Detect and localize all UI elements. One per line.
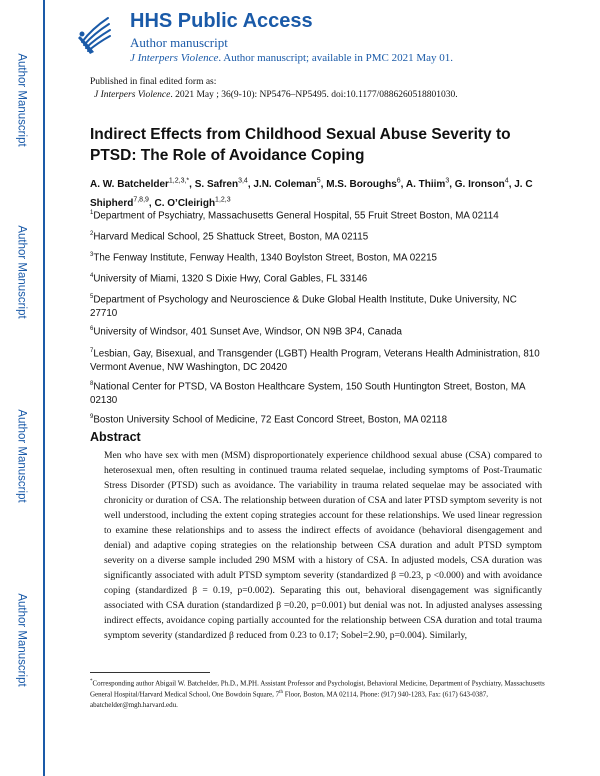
publication-info bbox=[90, 76, 458, 102]
author: J. C Shipherd$^{7,8,9}$, bbox=[90, 179, 533, 209]
rail-label: Author Manuscript bbox=[16, 409, 29, 503]
published-label: Published in final edited form as: bbox=[90, 77, 217, 87]
hhs-title: HHS Public Access bbox=[130, 10, 313, 32]
citation-details[interactable]: . 2021 May ; 36(9-10): NP5476–NP5495. doi:10.1177/0886260518801030. bbox=[170, 90, 458, 100]
abstract-text: Men who have sex with men (MSM) disproportionately experience childhood sexual abuse (CSA) compared to heterosexual men, often resulting in continued trauma related sequelae, including symptoms of Post-Traumatic Stress Disorder (PTSD) such as avoidance. The variability in trauma related sequelae may be associated with chronicity or duration of CSA. The relationship between duration of CSA and later PTSD symptom severity is not well understood, including the extent coping strategies account for these relationships. We used linear regression to examine these relationships and to assess the indirect effects of avoidance (behavioral disengagement and denial) and adaptive coping strategies on the relationship between CSA duration and adult PTSD symptom severity on a diverse sample included 290 MSM with a history of CSA. In adjusted models, CSA duration was significantly associated with adult PTSD symptom severity (standardized β =0.23, p <0.000) and with avoidance coping (standardized β = 0.19, p=0.002). Separating this out, behavioral disengagement was significantly associated with CSA duration (standardized β =0.20, p=0.001) but denial was not. In adjusted analyses assessing indirect effects, avoidance coping partially accounted for the relationship between CSA duration and total trauma symptom severity (standardized β reduced from 0.23 to 0.17; Sobel=2.90, p=0.004). Similarly, bbox=[104, 450, 542, 641]
hhs-header bbox=[60, 10, 580, 68]
rail-label: Author Manuscript bbox=[16, 53, 29, 147]
citation bbox=[90, 89, 458, 102]
manuscript-label: Author manuscript bbox=[130, 35, 228, 50]
author: A. Thiim$^3$, bbox=[405, 178, 455, 191]
availability-text: . Author manuscript; available in PMC 2021 May 01. bbox=[218, 52, 454, 64]
affiliation: $^5$Department of Psychology and Neuroscience & Duke Global Health Institute, Duke University, NC 27710 bbox=[90, 294, 517, 320]
abstract-heading: Abstract bbox=[90, 430, 141, 444]
affiliation: $^6$University of Windsor, 401 Sunset Ave, Windsor, ON N9B 3P4, Canada bbox=[90, 326, 402, 338]
rail-divider bbox=[43, 0, 45, 776]
affiliation: $^3$The Fenway Institute, Fenway Health, 1340 Boylston Street, Boston, MA 02215 bbox=[90, 252, 437, 264]
citation-journal: J Interpers Violence bbox=[94, 90, 171, 100]
affiliation: $^7$Lesbian, Gay, Bisexual, and Transgender (LGBT) Health Program, Veterans Health Administration, 810 Vermont Avenue, NW Washington, DC 20420 bbox=[90, 348, 540, 374]
affiliation: $^8$National Center for PTSD, VA Boston Healthcare System, 150 South Huntington Street, Boston, MA 02130 bbox=[90, 381, 525, 407]
journal-availability bbox=[130, 52, 453, 64]
footnote-divider bbox=[90, 672, 210, 673]
affiliation: $^1$Department of Psychiatry, Massachusetts General Hospital, 55 Fruit Street Boston, MA 02114 bbox=[90, 210, 499, 222]
rail-label: Author Manuscript bbox=[16, 593, 29, 687]
journal-name[interactable]: J Interpers Violence bbox=[130, 52, 219, 64]
author: J.N. Coleman$^5$, bbox=[253, 178, 327, 191]
affiliation: $^9$Boston University School of Medicine, 72 East Concord Street, Boston, MA 02118 bbox=[90, 414, 448, 426]
author: C. O’Cleirigh$^{1,2,3}$ bbox=[154, 196, 231, 209]
rail-label: Author Manuscript bbox=[16, 225, 29, 319]
corresponding-author-footnote: *Corresponding author Abigail W. Batchelder, Ph.D., M.PH. Assistant Professor and Psychologist, Behavioral Medicine, Department of Psychiatry, Massachusetts General Hospital/Harvard Medical School, One Bowdoin Square, 7th Floor, Boston, MA 02114, Phone: (917) 940-1283, Fax: (617) 643-0387, abatchelder@mgh.harvard.edu. bbox=[90, 679, 545, 709]
affiliation: $^2$Harvard Medical School, 25 Shattuck Street, Boston, MA 02115 bbox=[90, 231, 369, 243]
author: G. Ironson$^4$, bbox=[454, 178, 515, 191]
author-manuscript-rail bbox=[0, 0, 44, 776]
author: A. W. Batchelder$^{1,2,3,*}$, bbox=[90, 178, 195, 191]
affiliation: $^4$University of Miami, 1320 S Dixie Hwy, Coral Gables, FL 33146 bbox=[90, 273, 368, 285]
article-title: Indirect Effects from Childhood Sexual Abuse Severity to PTSD: The Role of Avoidance Coping bbox=[90, 126, 511, 164]
author: M.S. Boroughs$^6$, bbox=[326, 178, 406, 191]
hhs-eagle-logo-icon bbox=[74, 12, 114, 56]
author: S. Safren$^{3,4}$, bbox=[194, 178, 254, 191]
